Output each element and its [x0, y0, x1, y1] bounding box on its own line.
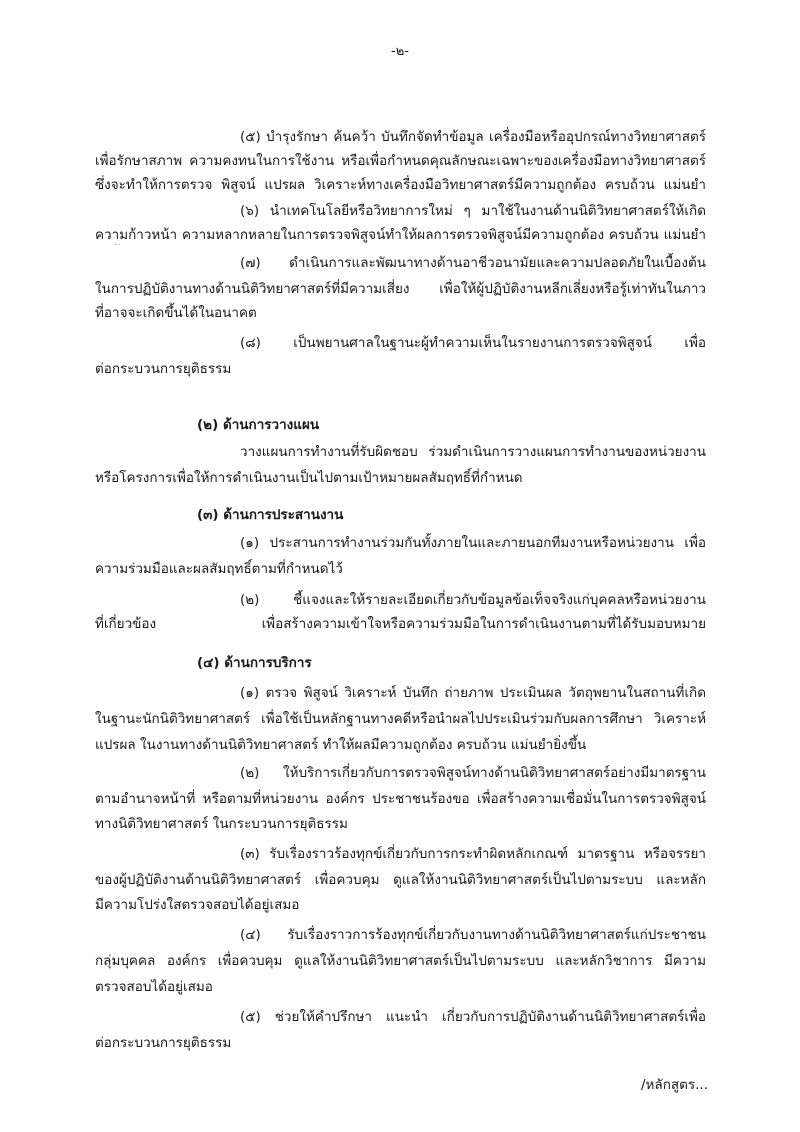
text-line: ความก้าวหน้า ความหลากหลายในการตรวจพิสูจน์ทำให้ผลการตรวจพิสูจน์มีความถูกต้อง ครบถ้วน แม่นยำ	[95, 227, 706, 243]
text-line: มีความโปร่งใสตรวจสอบได้อยู่เสมอ	[95, 897, 300, 913]
text-line: (๕) ช่วยให้คำปรึกษา แนะนำ เกี่ยวกับการปฏิบัติงานด้านนิติวิทยาศาสตร์เพื่อ	[240, 1009, 706, 1025]
section-heading: (๓) ด้านการประสานงาน	[197, 507, 344, 523]
text-line: ที่เกี่ยวข้อง เพื่อสร้างความเข้าใจหรือความร่วมมือในการดำเนินงานตามที่ได้รับมอบหมาย	[95, 616, 706, 632]
text-line: (๘) เป็นพยานศาลในฐานะผู้ทำความเห็นในรายงานการตรวจพิสูจน์ เพื่อ	[240, 335, 706, 351]
text-line: ต่อกระบวนการยุติธรรม	[95, 1035, 232, 1051]
text-line: วางแผนการทำงานที่รับผิดชอบ ร่วมดำเนินการวางแผนการทำงานของหน่วยงาน	[240, 444, 706, 460]
text-line: ตามอำนาจหน้าที่ หรือตามที่หน่วยงาน องค์กร ประชาชนร้องขอ เพื่อสร้างความเชื่อมั่นในการตรวจพิสูจน์	[95, 791, 706, 807]
page-number: -๒-	[391, 44, 409, 59]
text-line: (๖) นำเทคโนโลยีหรือวิทยาการใหม่ ๆ มาใช้ในงานด้านนิติวิทยาศาสตร์ให้เกิด	[240, 203, 706, 219]
continuation-note: /หลักสูตร...	[640, 1077, 708, 1093]
text-line: (๑) ประสานการทำงานร่วมกันทั้งภายในและภายนอกทีมงานหรือหน่วยงาน เพื่อ	[240, 535, 706, 551]
text-line: (๒) ชี้แจงและให้รายละเอียดเกี่ยวกับข้อมูลข้อเท็จจริงแก่บุคคลหรือหน่วยงาน	[240, 592, 706, 608]
text-line: (๗) ดำเนินการและพัฒนาทางด้านอาชีวอนามัยและความปลอดภัยในเบื้องต้น	[240, 255, 706, 271]
text-line: ซึ่งจะทำให้การตรวจ พิสูจน์ แปรผล วิเคราะห์ทางเครื่องมือวิทยาศาสตร์มีความถูกต้อง ครบถ้วน แม่นยำ	[95, 177, 706, 193]
text-line: หรือโครงการเพื่อให้การดำเนินงานเป็นไปตามเป้าหมายผลสัมฤทธิ์ที่กำหนด	[95, 470, 523, 486]
text-line: แปรผล ในงานทางด้านนิติวิทยาศาสตร์ ทำให้ผลมีความถูกต้อง ครบถ้วน แม่นยำยิ่งขึ้น	[95, 737, 587, 753]
text-line: (๕) บำรุงรักษา ค้นคว้า บันทึกจัดทำข้อมูล เครื่องมือหรืออุปกรณ์ทางวิทยาศาสตร์	[240, 129, 706, 145]
text-line: ในการปฏิบัติงานทางด้านนิติวิทยาศาสตร์ที่มีความเสี่ยง เพื่อให้ผู้ปฏิบัติงานหลีกเลี่ยงหรือรู้เท่าทันในภาว	[95, 281, 706, 297]
text-line: ตรวจสอบได้อยู่เสมอ	[95, 979, 213, 995]
section-heading: (๔) ด้านการบริการ	[197, 655, 312, 671]
text-line: ในฐานะนักนิติวิทยาศาสตร์ เพื่อใช้เป็นหลักฐานทางคดีหรือนำผลไปประเมินร่วมกับผลการศึกษา วิเคราะห์	[95, 711, 706, 727]
section-heading: (๒) ด้านการวางแผน	[197, 417, 320, 433]
text-line: ของผู้ปฏิบัติงานด้านนิติวิทยาศาสตร์ เพื่อควบคุม ดูแลให้งานนิติวิทยาศาสตร์เป็นไปตามระบบ และหลัก	[95, 872, 706, 888]
text-line: ความร่วมมือและผลสัมฤทธิ์ตามที่กำหนดไว้	[95, 561, 343, 577]
text-line: ต่อกระบวนการยุติธรรม	[95, 361, 232, 377]
text-line: ทางนิติวิทยาศาสตร์ ในกระบวนการยุติธรรม	[95, 816, 348, 832]
text-line: กลุ่มบุคคล องค์กร เพื่อควบคุม ดูแลให้งานนิติวิทยาศาสตร์เป็นไปตามระบบ และหลักวิชาการ มีความ	[95, 953, 706, 969]
text-line: (๑) ตรวจ พิสูจน์ วิเคราะห์ บันทึก ถ่ายภาพ ประเมินผล วัตถุพยานในสถานที่เกิด	[240, 685, 706, 701]
text-line: (๓) รับเรื่องราวร้องทุกข์เกี่ยวกับการกระทำผิดหลักเกณฑ์ มาตรฐาน หรือจรรยา	[240, 846, 706, 862]
text-line: (๒) ให้บริการเกี่ยวกับการตรวจพิสูจน์ทางด้านนิติวิทยาศาสตร์อย่างมีมาตรฐาน	[240, 765, 706, 781]
text-line: เพื่อรักษาสภาพ ความคงทนในการใช้งาน หรือเพื่อกำหนดคุณลักษณะเฉพาะของเครื่องมือทางวิทยาศาสตร์	[95, 153, 706, 169]
text-line: ที่อาจจะเกิดขึ้นได้ในอนาคต	[95, 305, 257, 321]
text-line: (๔) รับเรื่องราวการร้องทุกข์เกี่ยวกับงานทางด้านนิติวิทยาศาสตร์แก่ประชาชน	[240, 927, 706, 943]
